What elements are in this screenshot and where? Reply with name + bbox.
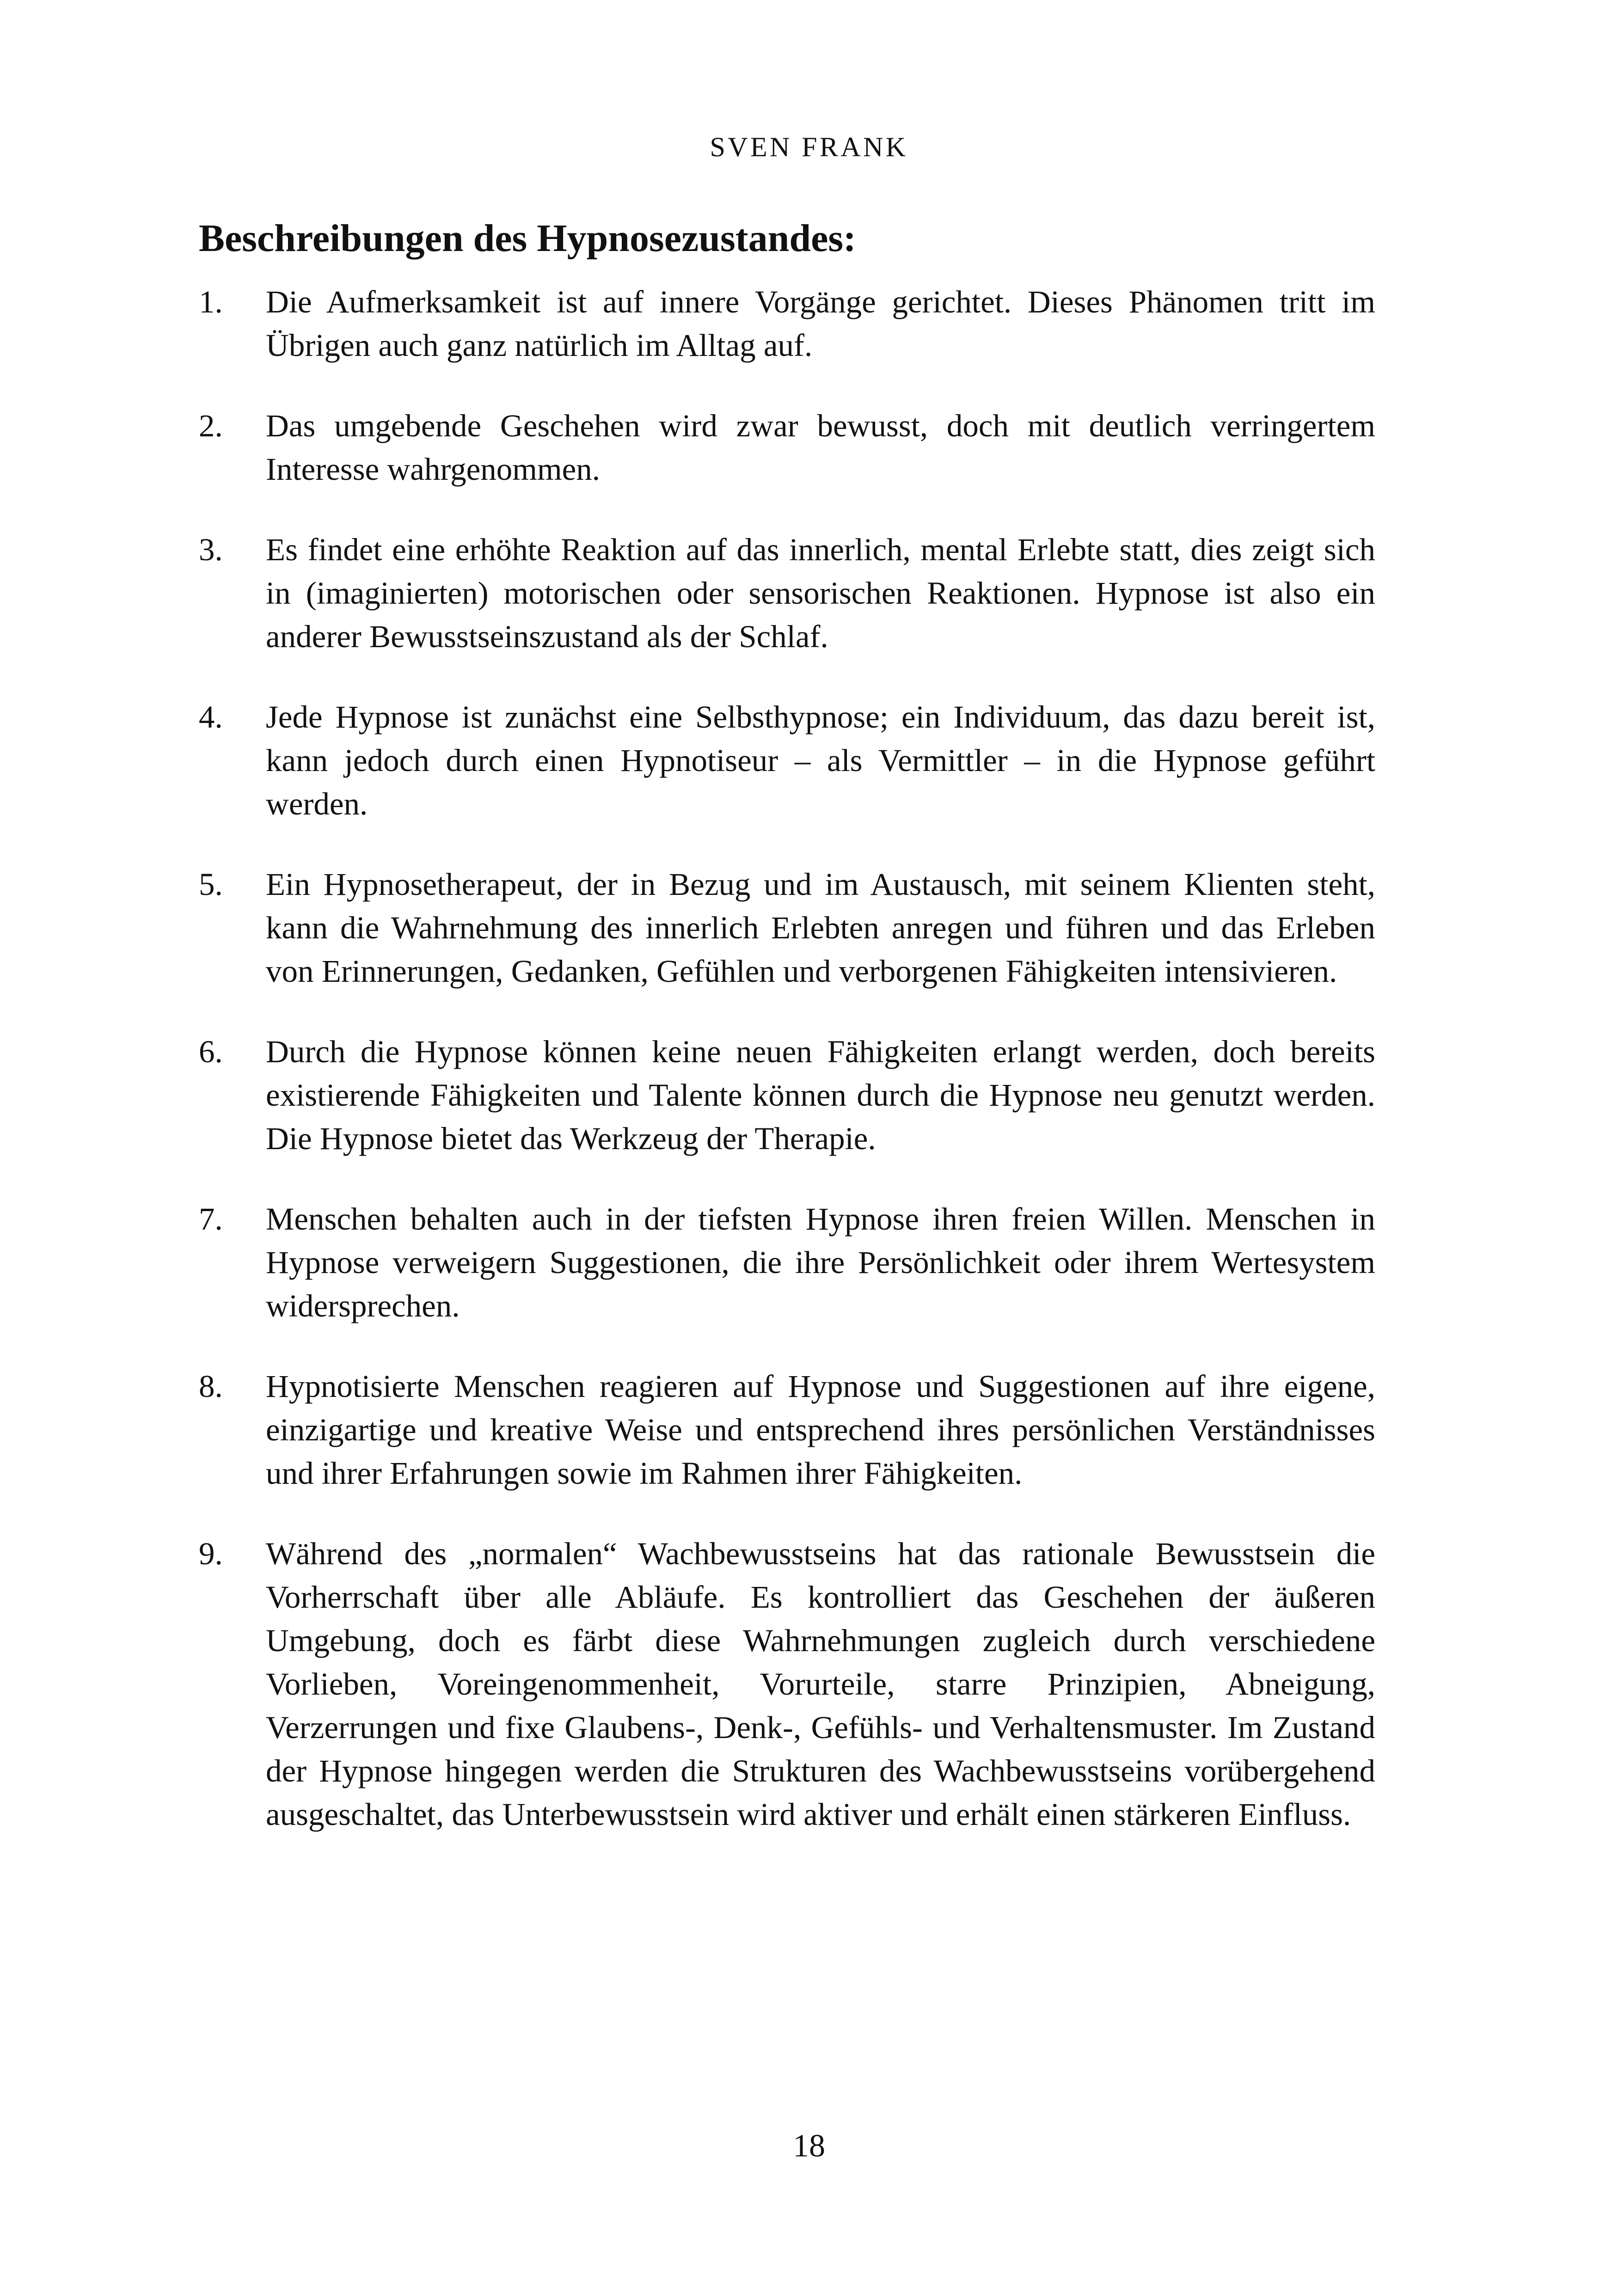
list-item-text: Ein Hypnosetherapeut, der in Bezug und im Austausch, mit seinem Klienten steht, kann die Wahrnehmung des innerlich Erlebten anregen und führen und das Erleben von Erinnerungen, Gedanken, Gefühlen und verborgenen Fähigkeiten intensivieren. xyxy=(266,867,1375,989)
list-item-text: Es findet eine erhöhte Reaktion auf das innerlich, mental Erlebte statt, dies zeigt sich in (imaginierten) motorischen oder sensorischen Reaktionen. Hypnose ist also ein anderer Bewusstseinszustand als der Schlaf. xyxy=(266,532,1375,654)
list-item xyxy=(199,404,1375,491)
page-number: 18 xyxy=(793,2128,825,2164)
section-heading: Beschreibungen des Hypnosezustandes: xyxy=(199,217,857,260)
list-item-number: 3. xyxy=(199,532,223,567)
list-item-text: Die Aufmerksamkeit ist auf innere Vorgänge gerichtet. Dieses Phänomen tritt im Übrigen auch ganz natürlich im Alltag auf. xyxy=(266,284,1375,363)
list-item-number: 9. xyxy=(199,1536,223,1571)
list-item-text: Das umgebende Geschehen wird zwar bewusst, doch mit deutlich verringertem Interesse wahrgenommen. xyxy=(266,408,1375,487)
list-item xyxy=(199,1197,1375,1328)
list-item xyxy=(199,695,1375,826)
list-item-text: Während des „normalen“ Wachbewusstseins hat das rationale Bewusstsein die Vorherrschaft über alle Abläufe. Es kontrolliert das Geschehen der äußeren Umgebung, doch es färbt diese Wahrnehmungen zugleich durch verschiedene Vorlieben, Voreingenommenheit, Vorurteile, starre Prinzipien, Abneigung, Verzerrungen und fixe Glaubens-, Denk-, Gefühls- und Verhaltensmuster. Im Zustand der Hypnose hingegen werden die Strukturen des Wachbewusstseins vorübergehend ausgeschaltet, das Unterbewusstsein wird aktiver und erhält einen stärkeren Einfluss. xyxy=(266,1536,1375,1832)
list-item xyxy=(199,280,1375,367)
list-item-number: 6. xyxy=(199,1034,223,1069)
list-item-number: 7. xyxy=(199,1201,223,1237)
list-item xyxy=(199,1365,1375,1495)
list-item-number: 1. xyxy=(199,284,223,319)
list-item-number: 2. xyxy=(199,408,223,443)
running-header: SVEN FRANK xyxy=(710,132,908,162)
list-item xyxy=(199,1532,1375,1836)
list-item-text: Jede Hypnose ist zunächst eine Selbsthypnose; ein Individuum, das dazu bereit ist, kann jedoch durch einen Hypnotiseur – als Vermittler – in die Hypnose geführt werden. xyxy=(266,699,1375,821)
list-item-number: 5. xyxy=(199,867,223,902)
list-item xyxy=(199,1030,1375,1160)
list-item-number: 4. xyxy=(199,699,223,735)
list-item-text: Menschen behalten auch in der tiefsten Hypnose ihren freien Willen. Menschen in Hypnose verweigern Suggestionen, die ihre Persönlichkeit oder ihrem Wertesystem widersprechen. xyxy=(266,1201,1375,1323)
list-item-number: 8. xyxy=(199,1369,223,1404)
list-item-text: Durch die Hypnose können keine neuen Fähigkeiten erlangt werden, doch bereits existierende Fähigkeiten und Talente können durch die Hypnose neu genutzt werden. Die Hypnose bietet das Werkzeug der Therapie. xyxy=(266,1034,1375,1156)
list-item xyxy=(199,863,1375,993)
list-item-text: Hypnotisierte Menschen reagieren auf Hypnose und Suggestionen auf ihre eigene, einzigartige und kreative Weise und entsprechend ihres persönlichen Verständnisses und ihrer Erfahrungen sowie im Rahmen ihrer Fähigkeiten. xyxy=(266,1369,1375,1491)
numbered-list xyxy=(199,280,1375,1873)
list-item xyxy=(199,528,1375,658)
